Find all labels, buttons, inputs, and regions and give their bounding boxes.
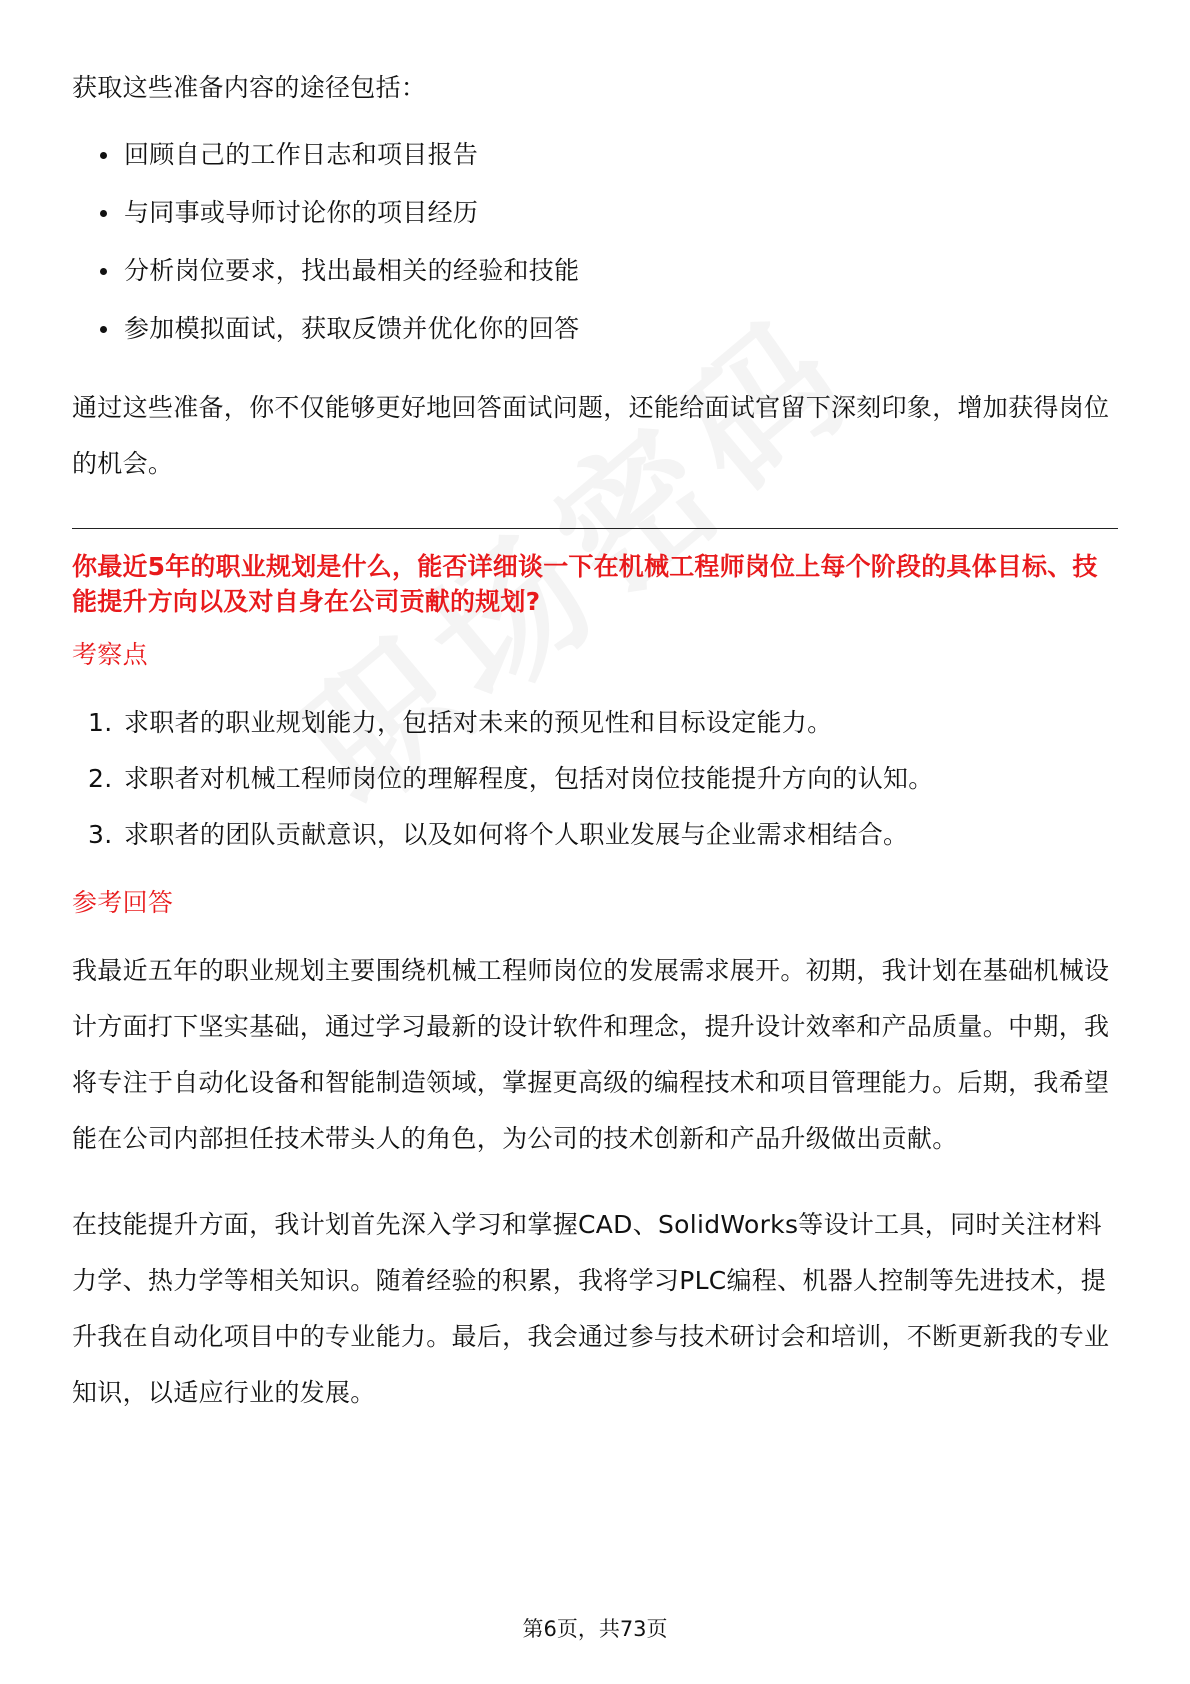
item-number: 2.: [88, 764, 113, 793]
preparation-list: [72, 126, 1118, 358]
item-text: 求职者的团队贡献意识，以及如何将个人职业发展与企业需求相结合。: [124, 820, 909, 849]
page-content: [72, 60, 1118, 1451]
evaluation-points-list: [72, 695, 1118, 863]
list-item: 与同事或导师讨论你的项目经历: [72, 184, 1118, 242]
item-text: 求职者对机械工程师岗位的理解程度，包括对岗位技能提升方向的认知。: [124, 764, 934, 793]
page-number: 第6页，共73页: [522, 1617, 668, 1641]
interview-question: 你最近5年的职业规划是什么，能否详细谈一下在机械工程师岗位上每个阶段的具体目标、技能提升方向以及对自身在公司贡献的规划?: [72, 552, 1098, 616]
list-item: 回顾自己的工作日志和项目报告: [72, 126, 1118, 184]
item-number: 3.: [88, 820, 113, 849]
list-item: [72, 807, 1118, 863]
reference-answer: [72, 943, 1118, 1421]
answer-paragraph: 我最近五年的职业规划主要围绕机械工程师岗位的发展需求展开。初期，我计划在基础机械设计方面打下坚实基础，通过学习最新的设计软件和理念，提升设计效率和产品质量。中期，我将专注于自动化设备和智能制造领域，掌握更高级的编程技术和项目管理能力。后期，我希望能在公司内部担任技术带头人的角色，为公司的技术创新和产品升级做出贡献。: [72, 956, 1110, 1153]
item-text: 求职者的职业规划能力，包括对未来的预见性和目标设定能力。: [124, 708, 833, 737]
answer-heading: 参考回答: [72, 888, 174, 917]
closing-paragraph: 通过这些准备，你不仅能够更好地回答面试问题，还能给面试官留下深刻印象，增加获得岗位的机会。: [72, 393, 1110, 478]
list-item: [72, 751, 1118, 807]
section-divider: [72, 528, 1118, 529]
intro-text: 获取这些准备内容的途径包括：: [72, 73, 427, 102]
answer-paragraph: 在技能提升方面，我计划首先深入学习和掌握CAD、SolidWorks等设计工具，同时关注材料力学、热力学等相关知识。随着经验的积累，我将学习PLC编程、机器人控制等先进技术，提升我在自动化项目中的专业能力。最后，我会通过参与技术研讨会和培训，不断更新我的专业知识，以适应行业的发展。: [72, 1210, 1110, 1407]
list-item: [72, 695, 1118, 751]
list-item: 分析岗位要求，找出最相关的经验和技能: [72, 242, 1118, 300]
item-number: 1.: [88, 708, 113, 737]
points-heading: 考察点: [72, 640, 148, 669]
list-item: 参加模拟面试，获取反馈并优化你的回答: [72, 300, 1118, 358]
